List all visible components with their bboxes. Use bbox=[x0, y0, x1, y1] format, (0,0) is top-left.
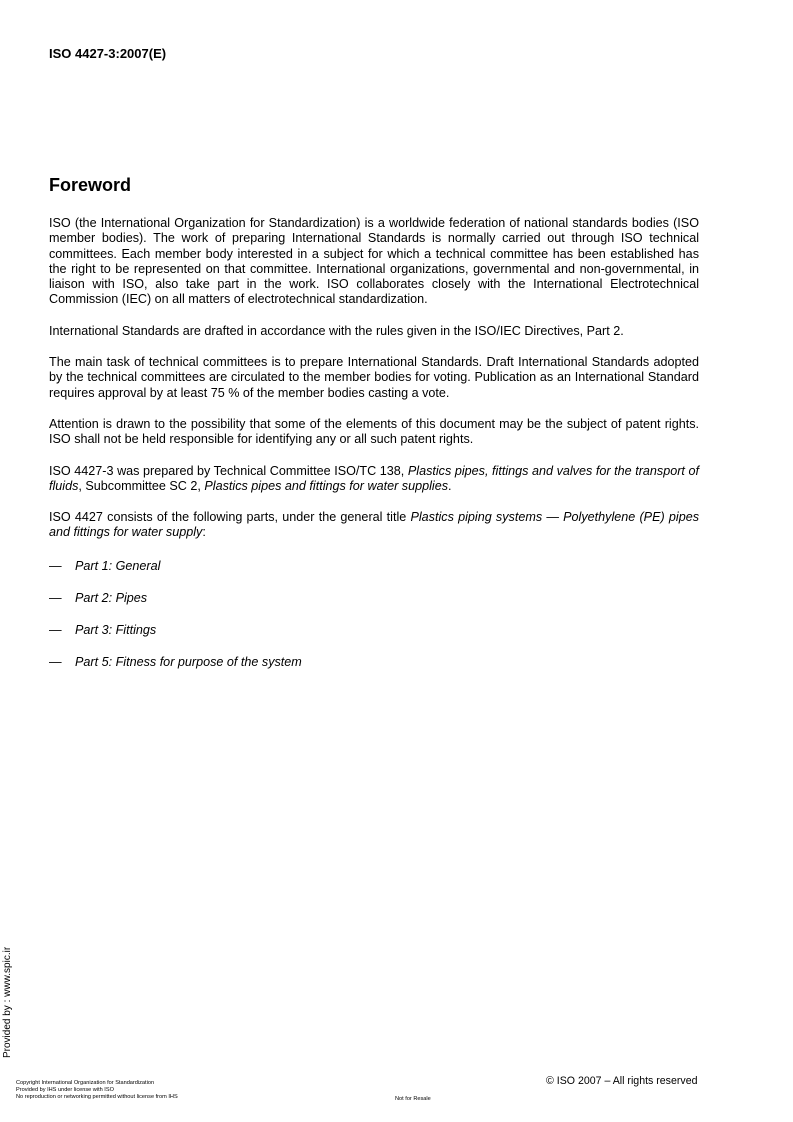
page-title: Foreword bbox=[49, 175, 132, 195]
list-dash: — bbox=[49, 558, 62, 573]
part-label: Part 3: Fittings bbox=[75, 623, 157, 638]
part-label: Part 5: Fitness for purpose of the system bbox=[75, 655, 302, 670]
parts-intro-text-c: : bbox=[202, 525, 206, 540]
list-item bbox=[49, 623, 699, 638]
preparation-title-tc: Plastics pipes, fittings and valves for the transport of fluids bbox=[49, 463, 699, 493]
paragraph-preparation bbox=[49, 464, 699, 495]
list-dash: — bbox=[49, 623, 62, 638]
paragraph-committee-task: The main task of technical committees is to prepare International Standards. Draft International Standards adopted by the technical committees are circulated to the member bodies for voting. Publication as an International Standard requires approval by at least 75 % of the member bodies casting a vote. bbox=[49, 355, 699, 400]
paragraph-iso-intro: ISO (the International Organization for Standardization) is a worldwide federation of national standards bodies (ISO member bodies). The work of preparing International Standards is normally carried out through ISO technical committees. Each member body interested in a subject for which a technical committee has been established has the right to be represented on that committee. International organizations, governmental and non-governmental, in liaison with ISO, also take part in the work. ISO collaborates closely with the International Electrotechnical Commission (IEC) on all matters of electrotechnical standardization. bbox=[49, 216, 699, 307]
foreword-body bbox=[49, 216, 699, 688]
copyright-line: Copyright International Organization for Standardization bbox=[16, 1080, 155, 1086]
resale-notice: Not for Resale bbox=[395, 1096, 431, 1102]
parts-intro-text-a: ISO 4427 consists of the following parts, under the general title bbox=[49, 510, 411, 525]
reproduction-line: No reproduction or networking permitted without license from IHS bbox=[16, 1094, 178, 1101]
rights-reserved: © ISO 2007 – All rights reserved bbox=[546, 1075, 698, 1087]
part-label: Part 1: General bbox=[75, 558, 161, 573]
list-item bbox=[49, 655, 699, 670]
parts-list bbox=[49, 559, 699, 671]
preparation-text-a: ISO 4427-3 was prepared by Technical Committee ISO/TC 138, bbox=[49, 463, 408, 478]
paragraph-patent-notice: Attention is drawn to the possibility that some of the elements of this document may be the subject of patent rights. ISO shall not be held responsible for identifying any or all such patent rights. bbox=[49, 416, 699, 447]
paragraph-parts-intro bbox=[49, 510, 699, 541]
document-id: ISO 4427-3:2007(E) bbox=[49, 46, 167, 61]
paragraph-directives: International Standards are drafted in accordance with the rules given in the ISO/IEC Directives, Part 2. bbox=[49, 323, 624, 338]
preparation-text-c: , Subcommittee SC 2, bbox=[78, 478, 205, 493]
provider-side-note: Provided by : www.spic.ir bbox=[2, 946, 13, 1058]
list-dash: — bbox=[49, 590, 62, 605]
list-dash: — bbox=[49, 655, 62, 670]
list-item bbox=[49, 591, 699, 606]
parts-general-title: Plastics piping systems — Polyethylene (PE) pipes and fittings for water supply bbox=[49, 510, 699, 540]
part-label: Part 2: Pipes bbox=[75, 590, 148, 605]
list-item bbox=[49, 559, 699, 574]
preparation-title-sc: Plastics pipes and fittings for water supplies bbox=[204, 478, 449, 493]
copyright-notice bbox=[16, 1080, 178, 1102]
license-line: Provided by IHS under license with ISO bbox=[16, 1087, 114, 1094]
preparation-text-e: . bbox=[448, 478, 452, 493]
